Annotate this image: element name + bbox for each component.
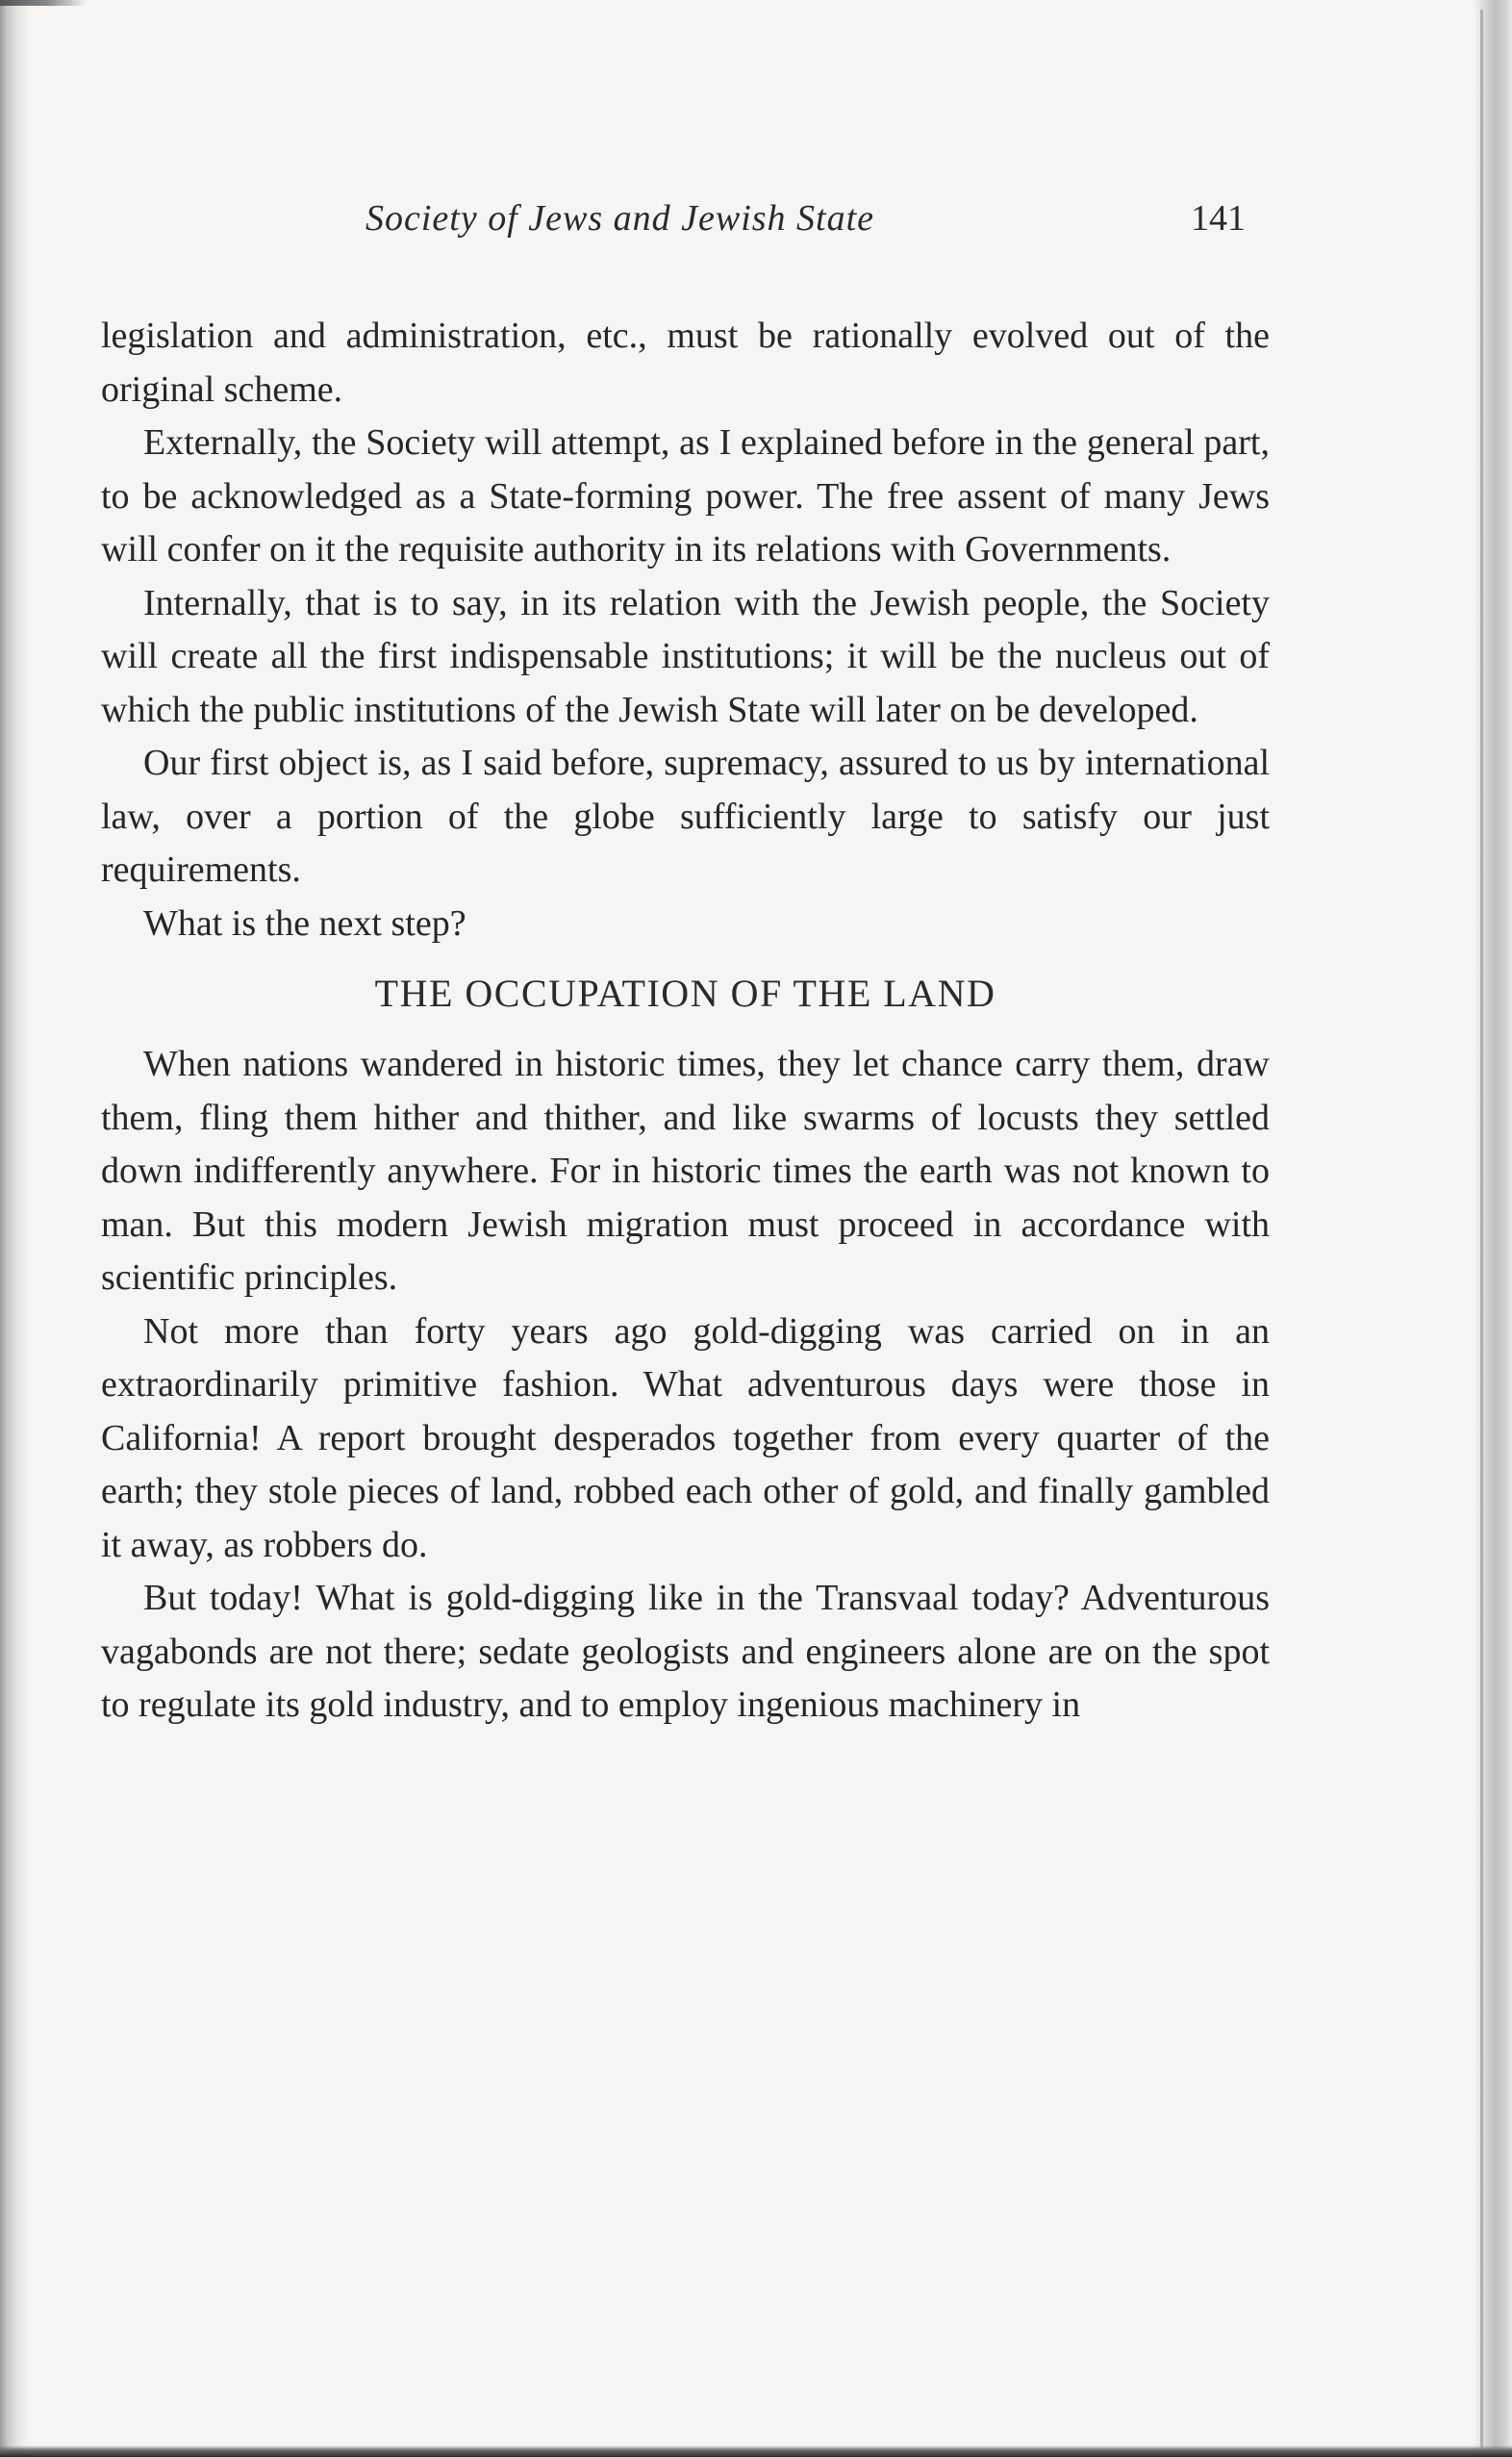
paragraph: When nations wandered in historic times, they let chance carry them, draw them, fling them hither and thither, and like swarms of locusts they settled down indifferently anywhere. For in historic times the earth was not known to man. But this modern Jewish migration must proceed in accordance with scientific principles. (101, 1044, 1270, 1298)
paragraph-continued: legislation and administration, etc., must be rationally evolved out of the original scheme. (101, 316, 1270, 410)
paragraph: Internally, that is to say, in its relation with the Jewish people, the Society will create all the first indispensable institutions; it will be the nucleus out of which the public institutions of the Jewish State will later on be developed. (101, 582, 1270, 730)
page-corner-shadow (0, 0, 87, 6)
running-head: Society of Jews and Jewish State (365, 198, 875, 239)
binding-shadow (0, 0, 29, 2457)
paragraph: What is the next step? (143, 902, 466, 944)
section-heading: THE OCCUPATION OF THE LAND (374, 972, 996, 1015)
paragraph: Our first object is, as I said before, supremacy, assured to us by international law, over a portion of the globe sufficiently large to satisfy our just requirements. (101, 743, 1270, 890)
bottom-edge-shadow (0, 2445, 1512, 2457)
page-number: 141 (1191, 198, 1246, 239)
paragraph: Externally, the Society will attempt, as I explained before in the general part, to be acknowledged as a State-forming power. The free assent of many Jews will confer on it the requisite authority in its relations with Governments. (101, 422, 1270, 570)
paragraph: Not more than forty years ago gold-digging was carried on in an extraordinarily primitive fashion. What adventurous days were those in California! A report brought desperados together from every quarter of the earth; they stole pieces of land, robbed each other of gold, and finally gambled it away, as robbers do. (101, 1310, 1270, 1565)
body-text (101, 310, 1270, 1733)
page-edge-shadow (1474, 0, 1512, 2457)
paragraph: But today! What is gold-digging like in the Transvaal today? Adventurous vagabonds are not there; sedate geologists and engineers alone are on the spot to regulate its gold industry, and to employ ingenious machinery in (101, 1578, 1270, 1725)
page-edge-line (1480, 10, 1483, 2447)
